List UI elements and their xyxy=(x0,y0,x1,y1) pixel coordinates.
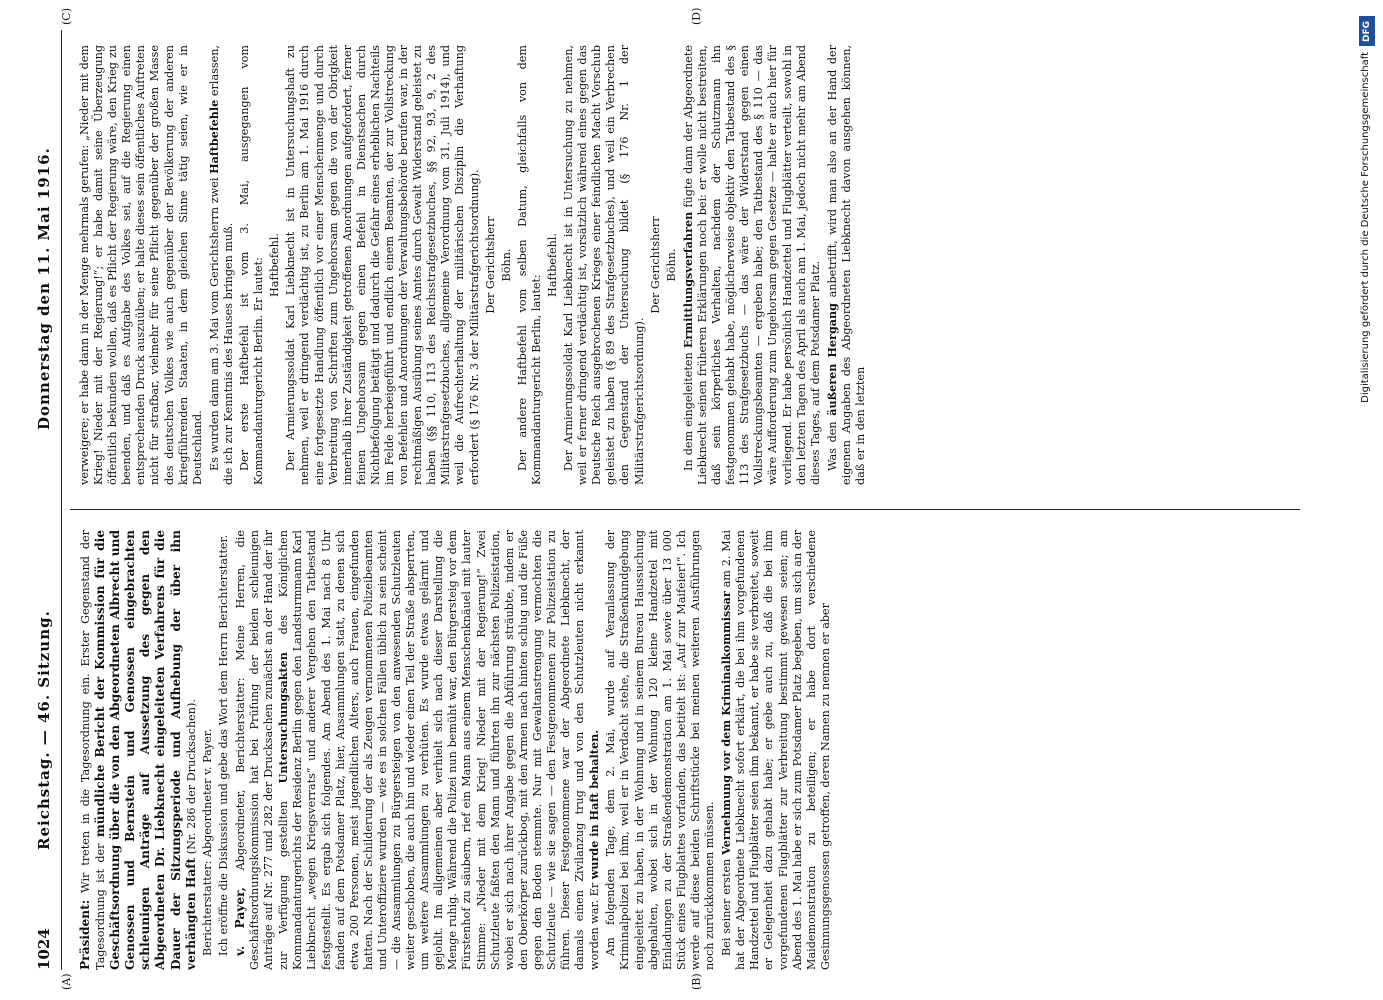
text-run: Bei seiner ersten xyxy=(720,858,734,956)
speaker-name: v. Payer, xyxy=(232,887,247,956)
text-run: erlassen, die ich zur Kenntnis des Hauses bringen muß. xyxy=(207,45,235,485)
text-run: (Nr. 286 der Drucksachen). xyxy=(184,699,198,855)
margin-mark-a: (A) xyxy=(60,973,73,990)
margin-mark-c: (C) xyxy=(60,8,73,25)
session-title: Reichstag. — 46. Sitzung. xyxy=(35,610,53,850)
signature-title: Der Gerichtsherr xyxy=(648,216,662,314)
text-run: des Königlichen Kommandanturgerichts der Residenz Berlin gegen den Landsturmmann Karl Liebknecht „wegen Kriegsverrats“ und anderer Vergehen den Tatbestand festgestellt. Es ergab sich folgendes. Am Abend des 1. Mai nach 8 Uhr fanden auf dem Potsdamer Platz, hier, Ansammlungen statt, zu denen sich etwa 200 Personen, meist jugendlichen Alters, auch Frauen, eingefunden hatten. Nach der Schilderung der als Zeugen vernommenen Polizeibeamten und Unteroffiziere wurden — wie es in solchen Fällen üblich zu sein scheint — die Ansammlungen zu Bürgersteigen von den anwesenden Schutzleuten weiter geschoben, die auch hin und wieder einen Teil der Straße absperrten, um weitere Ansammlungen zu verhüten. Es wurde etwas gelärmt und gejohlt. Im allgemeinen aber verhielt sich nach dieser Darstellung die Menge ruhig. Während die Polizei nun bemüht war, den Bürgersteig vor dem Fürstenhof zu säubern, rief ein Mann aus einem Menschenknäuel mit lauter Stimme: „Nieder mit dem Krieg! Nieder mit der Regierung!“ Zwei Schutzleute faßten den Mann und führten ihn zur nächsten Polizeistation, wobei er sich nach ihrer Angabe gegen die Abführung sträubte, indem er den Oberkörper zurückbog, mit den Armen nach hinten schlug und die Füße gegen den Boden stemmte. Nur mit Gewaltanstrengung vermochten die Schutzleute — wie sie sagen — den Festgenommenen zur Polizeistation zu führen. Dieser Festgenommene war der Abgeordnete Liebknecht, der damals einen Zivilanzug trug und von den Schutzleuten nicht erkannt worden war. Er xyxy=(277,530,602,970)
text-run: In dem eingeleiteten xyxy=(681,352,695,471)
digitization-credit: Digitalisierung gefördert durch die Deutsche Forschungsgemeinschaft xyxy=(1360,52,1371,403)
signature-title: Der Gerichtsherr xyxy=(483,216,497,314)
paragraph: Der erste Haftbefehl ist vom 3. Mai, ausgegangen vom Kommandanturgericht Berlin. Er lautet: xyxy=(238,45,266,485)
paragraph xyxy=(78,530,199,970)
paragraph xyxy=(207,45,236,485)
bold-run: Ermittlungsverfahren xyxy=(680,211,695,349)
paragraph: Der Armierungssoldat Karl Liebknecht ist in Untersuchungshaft zu nehmen, weil er dringend verdächtig ist, zu Berlin am 1. Mai 1916 durch eine fortgesetzte Handlung öffentlich vor einer Menschenmenge und durch Verbreitung von Schriften zum Ungehorsam gegen die von der Obrigkeit innerhalb ihrer Zuständigkeit getroffenen Anordnungen aufgefordert, ferner feinen Ungehorsam gegen einen Befehl in Dienstsachen durch Nichtbefolgung betätigt und dadurch die Gefahr eines erheblichen Nachteils im Felde herbeigeführt und endlich einem Beamten, der zur Vollstreckung von Befehlen und Anordnungen der Verwaltungsbehörde berufen war, in der rechtmäßigen Ausübung seines Amtes durch Gewalt Widerstand geleistet zu haben (§§ 110, 113 des Reichsstrafgesetzbuches, §§ 92, 93, 9, 2 des Militärstrafgesetzbuches, allgemeine Verordnung vom 31. Juli 1914), und weil die Aufrechterhaltung der militärischen Disziplin die Verhaftung erfordert (§ 176 Nr. 3 der Militärstrafgerichtsordnung). xyxy=(284,45,481,485)
text-run: Wir treten in die Tagesordnung ein. Erster Gegenstand der Tagesordnung ist der xyxy=(79,530,108,970)
signature-name: Böhn. xyxy=(499,248,513,282)
text-run: Abgeordneter, Berichterstatter: Meine Herren, die Geschäftsordnungskommission hat bei Prüfung der beiden schleunigen Anträge auf Nr. 277 und 282 der Drucksachen zunächst an der Hand der ihr zur Verfügung gestellten xyxy=(233,530,291,970)
dfg-credit-strip xyxy=(1356,12,1378,997)
paragraph xyxy=(719,530,833,970)
paragraph xyxy=(681,45,823,485)
paragraph: Ich eröffne die Diskussion und gebe das Wort dem Herrn Berichterstatter. xyxy=(216,534,230,956)
dfg-logo: DFG xyxy=(1359,16,1375,46)
bold-run: mündliche Bericht der Kommission für die Geschäftsordnung über die von den Abgeordneten Albrecht und Genossen und Bernstein und Genossen eingebrachten schleunigen Anträge auf Aussetzung des gegen den Abgeordneten Dr. Liebknecht eingeleiteten Verfahrens für die Dauer der Sitzungsperiode und Aufhebung der über ihn verhängten Haft xyxy=(93,530,198,970)
margin-mark-b: (B) xyxy=(690,973,703,990)
paragraph xyxy=(233,530,602,970)
paragraph: Der Armierungssoldat Karl Liebknecht ist in Untersuchung zu nehmen, weil er ferner dringend verdächtig ist, vorsätzlich während eines gegen das Deutsche Reich ausgebrochenen Krieges einer feindlichen Macht Vorschub geleistet zu haben (§ 89 des Strafgesetzbuches), und weil ein Verbrechen den Gegenstand der Untersuchung bildet (§ 176 Nr. 1 der Militärstrafgerichtsordnung). xyxy=(562,45,646,485)
left-column xyxy=(78,530,1293,970)
document-heading: Haftbefehl. xyxy=(546,233,559,297)
text-run: Was den xyxy=(825,421,839,471)
page-number: 1024 xyxy=(35,928,53,970)
bold-run: äußeren Hergang xyxy=(824,303,839,416)
column-divider xyxy=(70,509,1300,510)
bold-run: Haftbefehle xyxy=(206,99,221,174)
bold-run: Untersuchungsakten xyxy=(276,652,291,784)
signature-name: Böhn. xyxy=(664,248,678,282)
text-run: Es wurden dann am 3. Mai vom Gerichtsherrn zwei xyxy=(207,177,221,471)
paragraph: Der andere Haftbefehl vom selben Datum, gleichfalls von dem Kommandanturgericht Berlin, lautet: xyxy=(515,45,543,485)
paragraph: Am folgenden Tage, dem 2. Mai, wurde auf Veranlassung der Kriminalpolizei bei ihm, weil er in Verdacht stehe, die Straßenkundgebung eingeleitet zu haben, in der Wohnung und in seinem Bureau Haussuchung abgehalten, wobei sich in der Wohnung 120 kleine Handzettel mit Einladungen zu der Straßendemonstration am 1. Mai sowie über 13 000 Stück eines Flugblattes vorfanden, das betitelt ist: „Auf zur Maifeier!“. Ich werde auf diese beiden Schriftstücke bei meinen weiteren Ausführungen noch zurückkommen müssen. xyxy=(604,530,717,970)
paragraph: Berichterstatter: Abgeordneter v. Payer. xyxy=(200,728,214,956)
text-run: fügte dann der Abgeordnete Liebknecht seinen früheren Erklärungen noch bei: er wolle nicht bestreiten, daß sein körperliches Verhalten, nachdem der Schutzmann ihn festgenommen gehabt habe, möglicherweise objektiv den Tatbestand des § 113 des Strafgesetzbuchs — das wäre der Widerstand gegen einen Vollstreckungsbeamten — ergeben habe; den Tatbestand des § 110 — das wäre Aufforderung zum Ungehorsam gegen Gesetze — halte er auch hier für vorliegend. Er habe persönlich Handzettel und Flugblätter verteilt, sowohl in den letzten Tagen des April als auch am 1. Mai, jedoch nicht mehr am Abend dieses Tages, auf dem Potsdamer Platz. xyxy=(681,45,822,485)
text-run: am 2. Mai hat der Abgeordnete Liebknecht sofort erklärt, die bei ihm vorgefundenen Handzettel und Flugblätter seien ihm bekannt, er habe sie verbreitet, soweit er Gelegenheit dazu gehabt habe; er gebe auch zu, daß die bei ihm vorgefundenen Flugblätter zur Verbreitung bestimmt gewesen seien; am Abend des 1. Mai habe er sich zum Potsdamer Platz begeben, um sich an der Maidemonstration zu beteiligen; er habe dort verschiedene Gesinnungsgenossen getroffen, deren Namen zu nennen er aber xyxy=(720,530,832,970)
paragraph xyxy=(825,45,868,485)
bold-run: wurde in Haft behalten. xyxy=(587,729,602,880)
text-run: anbetrifft, wird man also an der Hand der eigenen Angaben des Abgeordneten Liebknecht davon ausgehen können, daß er in den letzten xyxy=(825,45,867,485)
session-date: Donnerstag den 11. Mai 1916. xyxy=(35,147,53,430)
paragraph: verweigere; er habe dann in der Menge mehrmals gerufen: „Nieder mit dem Krieg! Nieder mit der Regierung!“; er habe damit seine Überzeugung öffentlich bekunden wollen, daß es Pflicht der Regierung wäre, den Krieg zu beenden, und daß es Aufgabe des Volkes sei, auf die Regierung einen entsprechenden Druck auszuüben; er halte dieses sein öffentliches Auftreten nicht für strafbar, vielmehr für seine Pflicht gegenüber der großen Masse des deutschen Volkes wie auch gegenüber der Bevölkerung der anderen kriegführenden Staaten, in dem gleichen Sinne tätig seien, wie er in Deutschland. xyxy=(78,45,204,485)
page-header xyxy=(35,30,62,970)
speaker-name: Präsident: xyxy=(78,899,92,970)
right-column xyxy=(78,45,1293,485)
document-heading: Haftbefehl. xyxy=(268,233,282,297)
margin-mark-d: (D) xyxy=(690,7,703,25)
bold-run: Vernehmung vor dem Kriminalkommissar xyxy=(719,591,734,855)
